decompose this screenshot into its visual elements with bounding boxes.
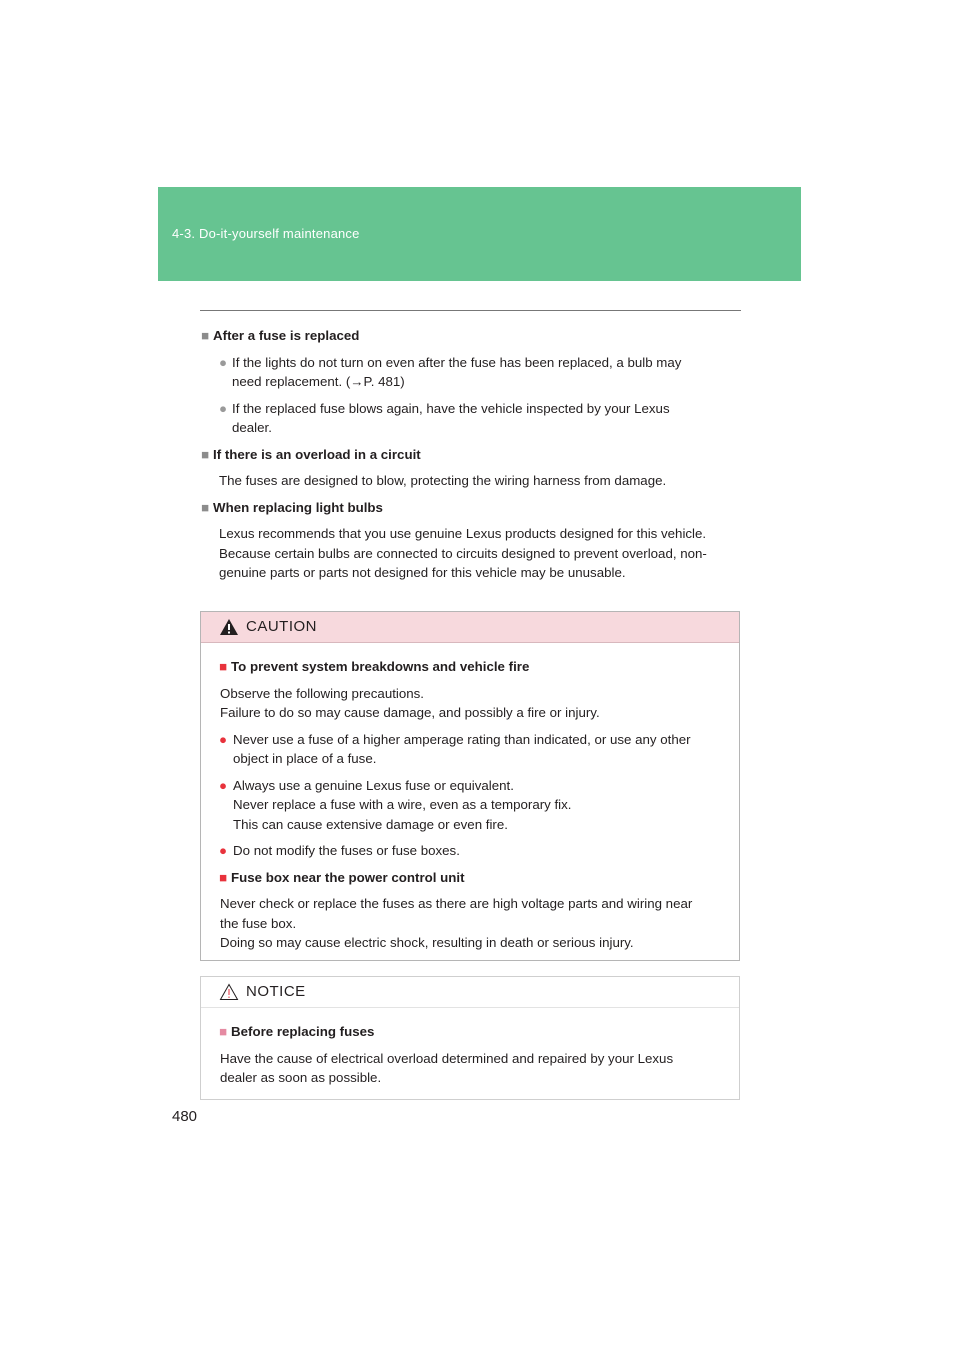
section-heading: ■ When replacing light bulbs: [201, 499, 383, 515]
warning-triangle-icon: [219, 618, 239, 636]
circle-bullet-icon: ●: [219, 354, 228, 370]
body-text: Never check or replace the fuses as there are high voltage parts and wiring near the fuse box. Doing so may cause electric shock, resulting in death or serious injury.: [220, 896, 693, 950]
notice-title: NOTICE: [246, 983, 306, 1000]
divider-rule: [200, 310, 741, 311]
list-item: ● If the lights do not turn on even after the fuse has been replaced, a bulb may need replacement. (→P. 481): [219, 354, 682, 389]
notice-body: [201, 1008, 739, 1088]
body-text: Observe the following precautions. Failure to do so may cause damage, and possibly a fire or injury.: [220, 685, 600, 720]
square-bullet-icon: ■: [219, 869, 228, 885]
square-bullet-icon: ■: [201, 446, 210, 462]
list-item: ● Always use a genuine Lexus fuse or equivalent. Never replace a fuse with a wire, even as a temporary fix. This can cause extensive damage or even fire.: [219, 777, 572, 832]
square-bullet-icon: ■: [201, 328, 210, 343]
caution-outline-triangle-icon: [219, 983, 239, 1001]
notice-header: [201, 977, 739, 1008]
caution-title: CAUTION: [246, 618, 317, 635]
list-item: ● Do not modify the fuses or fuse boxes.: [219, 841, 733, 861]
body-text: Lexus recommends that you use genuine Lexus products designed for this vehicle. Because certain bulbs are connected to circuits designed to prevent overload, non- genuine parts or parts not designed for this vehicle may be unusable.: [219, 526, 707, 580]
main-content: [201, 326, 733, 590]
caution-header: [201, 612, 739, 643]
caution-body: [201, 643, 739, 953]
square-bullet-icon: ■: [219, 1024, 228, 1039]
notice-box: [200, 976, 740, 1100]
section-heading: ■ If there is an overload in a circuit: [201, 446, 421, 462]
square-bullet-icon: ■: [219, 659, 228, 674]
caution-box: [200, 611, 740, 961]
page-number: 480: [172, 1108, 198, 1125]
circle-bullet-icon: ●: [219, 777, 228, 793]
square-bullet-icon: ■: [201, 499, 210, 515]
caution-subheading: ■ To prevent system breakdowns and vehicle fire: [219, 659, 530, 674]
caution-subheading: ■ Fuse box near the power control unit: [219, 869, 465, 885]
section-heading: ■ After a fuse is replaced: [201, 328, 360, 343]
list-item: ● If the replaced fuse blows again, have the vehicle inspected by your Lexus dealer.: [219, 400, 670, 435]
list-item: ● Never use a fuse of a higher amperage rating than indicated, or use any other object in place of a fuse.: [219, 731, 691, 766]
body-text: The fuses are designed to blow, protecting the wiring harness from damage.: [219, 473, 667, 488]
circle-bullet-icon: ●: [219, 843, 228, 858]
notice-subheading: ■ Before replacing fuses: [219, 1024, 375, 1039]
body-text: Have the cause of electrical overload determined and repaired by your Lexus dealer as soon as possible.: [220, 1050, 674, 1085]
circle-bullet-icon: ●: [219, 400, 228, 416]
section-label: 4-3. Do-it-yourself maintenance: [172, 226, 360, 241]
circle-bullet-icon: ●: [219, 731, 228, 747]
